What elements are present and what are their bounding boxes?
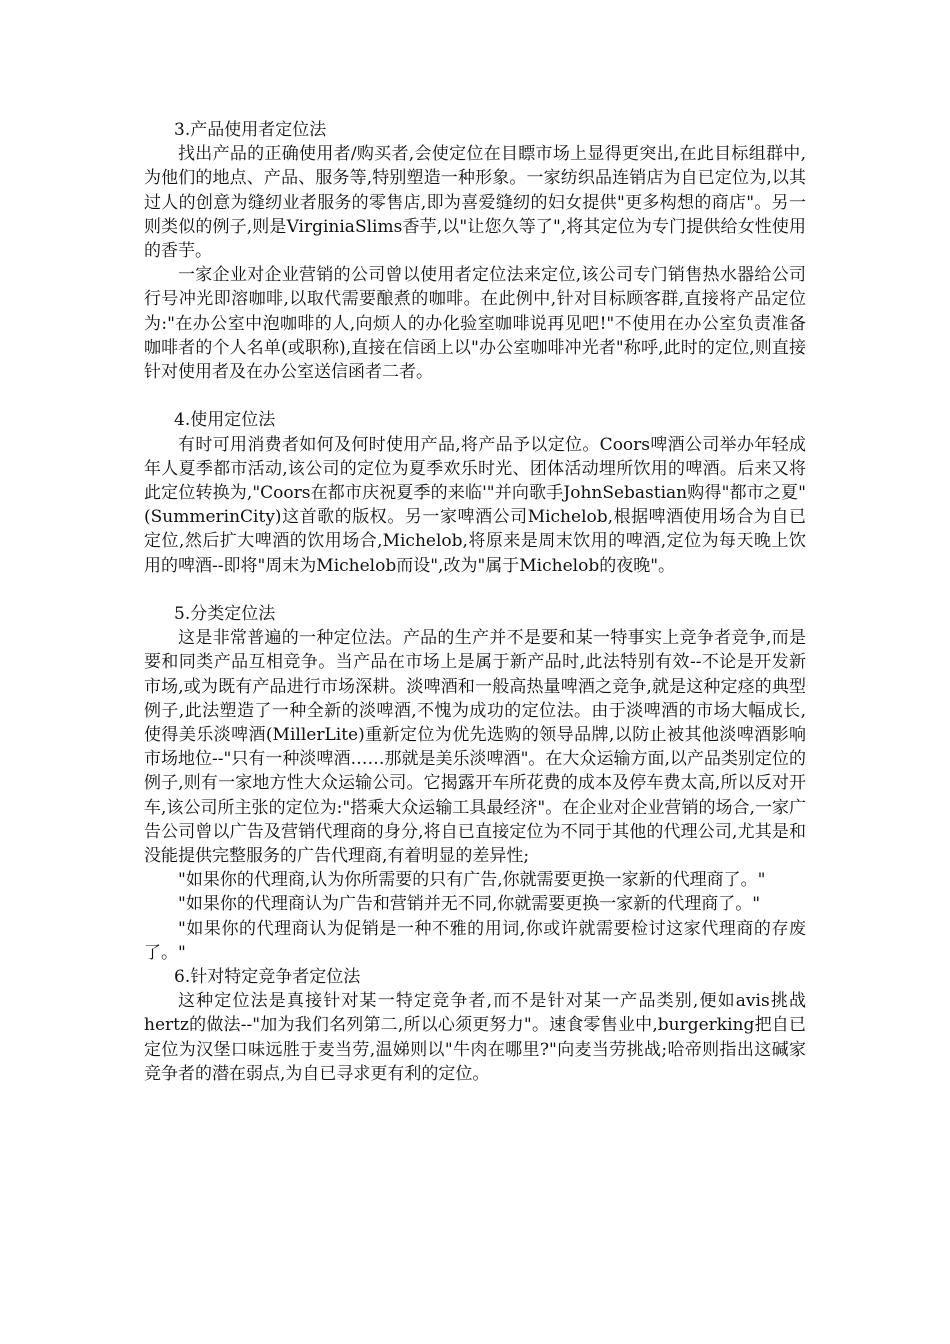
- section-5: [144, 602, 806, 965]
- paragraph: 这种定位法是真接针对某一特定竞争者,而不是针对某一产品类别,便如avis挑战hertz的做法--"加为我们名列第二,所以心须更努力"。速食零售业中,burgerking把自已定位为汉堡口味远胜于麦当劳,温娣则以"牛肉在哪里?"向麦当劳挑战;哈帝则指出这碱家竞争者的潜在弱点,为自已寻求更有利的定位。: [144, 991, 806, 1084]
- section-4: [144, 408, 806, 577]
- spacer: [144, 384, 806, 408]
- spacer: [144, 578, 806, 602]
- section-heading: 4.使用定位法: [174, 410, 276, 431]
- paragraph: 找出产品的正确使用者/购买者,会使定位在目瞟市场上显得更突出,在此目标组群中,为他们的地点、产品、服务等,特别塑造一种形象。一家纺织品连销店为自已定位为,以其过人的创意为缝纫业者服务的零售店,即为喜爱缝纫的妇女提供"更多构想的商店"。另一则类似的例子,则是VirginiaSlims香芋,以"让您久等了",将其定位为专门提供给女性使用的香芋。: [144, 144, 806, 262]
- paragraph: 这是非常普遍的一种定位法。产品的生产并不是要和某一特事实上竞争者竞争,而是要和同类产品互相竞争。当产品在市场上是属于新产品时,此法特别有效--不论是开发新市场,或为既有产品进行市场深耕。淡啤酒和一般高热量啤酒之竞争,就是这种定痉的典型例子,此法塑造了一种全新的淡啤酒,不愧为成功的定位法。由于淡啤酒的市场大幅成长,使得美乐淡啤酒(MillerLite)重新定位为优先选购的领导品牌,以防止被其他淡啤酒影响市场地位--"只有一种淡啤酒……那就是美乐淡啤酒"。在大众运输方面,以产品类别定位的例子,则有一家地方性大众运输公司。它揭露开车所花费的成本及停车费太高,所以反对开车,该公司所主张的定位为:"搭乘大众运输工具最经济"。在企业对企业营销的场合,一家广告公司曾以广告及营销代理商的身分,将自已直接定位为不同于其他的代理公司,尤其是和没能提供完整服务的广告代理商,有着明显的差异性;: [144, 628, 806, 867]
- quote-paragraph: "如果你的代理商认为促销是一种不雅的用词,你或许就需要检讨这家代理商的存废了。": [144, 918, 806, 963]
- section-3: [144, 118, 806, 384]
- section-6: [144, 965, 806, 1086]
- section-heading: 6.针对特定竞争者定位法: [174, 967, 361, 988]
- paragraph: 一家企业对企业营销的公司曾以使用者定位法来定位,该公司专门销售热水器给公司行号冲光即溶咖啡,以取代需要酿煮的咖啡。在此例中,针对目标顾客群,直接将产品定位为:"在办公室中泡咖啡的人,向烦人的办化验室咖啡说再见吧!"不使用在办公室负责准备咖啡者的个人名单(或职称),直接在信函上以"办公室咖啡冲光者"称呼,此时的定位,则直接针对使用者及在办公室送信函者二者。: [144, 265, 806, 383]
- paragraph: 有时可用消费者如何及何时使用产品,将产品予以定位。Coors啤酒公司举办年轻成年人夏季都市活动,该公司的定位为夏季欢乐时光、团体活动埋所饮用的啤酒。后来又将此定位转换为,"Coors在都市庆祝夏季的来临'"并向歌手JohnSebastian购得"都市之夏"(SummerinCity)这首歌的版权。另一家啤酒公司Michelob,根据啤酒使用场合为自已定位,然后扩大啤酒的饮用场合,Michelob,将原来是周末饮用的啤酒,定位为每天晚上饮用的啤酒--即将"周末为Michelob而设",改为"属于Michelob的夜晚"。: [144, 434, 806, 576]
- document-page: [144, 118, 806, 1086]
- section-heading: 5.分类定位法: [174, 604, 276, 625]
- quote-paragraph: "如果你的代理商,认为你所需要的只有广告,你就需要更换一家新的代理商了。": [178, 870, 766, 891]
- section-heading: 3.产品使用者定位法: [174, 120, 327, 140]
- quote-paragraph: "如果你的代理商认为广告和营销并无不同,你就需要更换一家新的代理商了。": [178, 894, 761, 915]
